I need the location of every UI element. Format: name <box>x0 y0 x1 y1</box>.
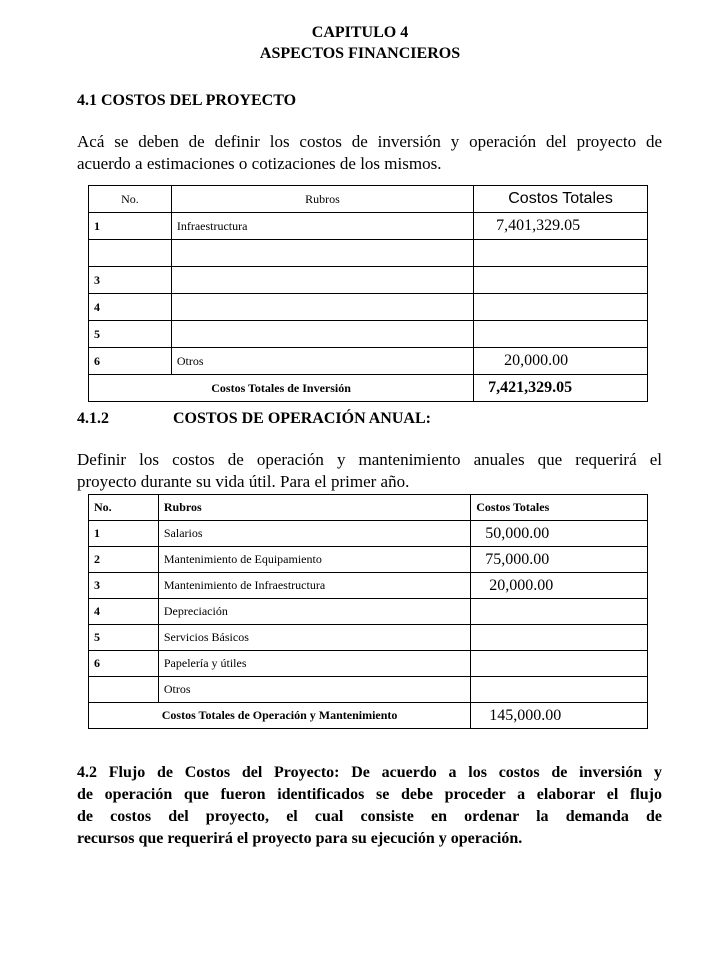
row-cost: 50,000.00 <box>471 521 648 547</box>
table-row <box>89 573 648 599</box>
row-item: Otros <box>171 348 473 375</box>
row-item: Mantenimiento de Equipamiento <box>158 547 470 573</box>
paragraph-line: Acá se deben de definir los costos de inversión y operación del proyecto de <box>77 132 662 151</box>
paragraph-line: recursos que requerirá el proyecto para su ejecución y operación. <box>77 830 523 847</box>
header-cell: No. <box>89 186 172 213</box>
row-cost <box>474 321 648 348</box>
total-label: Costos Totales de Operación y Mantenimiento <box>89 703 471 729</box>
row-cost <box>471 677 648 703</box>
row-number: 6 <box>89 651 159 677</box>
table-row <box>89 240 648 267</box>
row-cost <box>471 625 648 651</box>
section-number: 4.1.2 <box>77 410 109 427</box>
section-4-1-2-paragraph <box>77 449 662 493</box>
row-cost: 20,000.00 <box>471 573 648 599</box>
chapter-title: ASPECTOS FINANCIEROS <box>259 45 461 62</box>
table-row <box>89 677 648 703</box>
section-4-2-paragraph <box>77 762 662 850</box>
header-cell: Rubros <box>158 495 470 521</box>
investment-costs-table <box>88 185 648 402</box>
header-cell: No. <box>89 495 159 521</box>
row-cost <box>471 599 648 625</box>
row-number: 3 <box>89 267 172 294</box>
table-row <box>89 348 648 375</box>
row-number: 4 <box>89 294 172 321</box>
table-header-row <box>89 186 648 213</box>
row-cost <box>474 267 648 294</box>
table-row <box>89 625 648 651</box>
row-number: 5 <box>89 625 159 651</box>
table-row <box>89 521 648 547</box>
table-header-row <box>89 495 648 521</box>
row-item: Depreciación <box>158 599 470 625</box>
row-number: 6 <box>89 348 172 375</box>
table-total-row <box>89 375 648 402</box>
row-number: 3 <box>89 573 159 599</box>
table-total-row <box>89 703 648 729</box>
row-number: 5 <box>89 321 172 348</box>
row-item: Infraestructura <box>171 213 473 240</box>
total-value: 7,421,329.05 <box>474 375 648 402</box>
row-number: 1 <box>89 213 172 240</box>
paragraph-line: de costos del proyecto, el cual consiste en ordenar la demanda de <box>77 808 662 825</box>
table-row <box>89 547 648 573</box>
row-number <box>89 677 159 703</box>
row-number <box>89 240 172 267</box>
row-item: Servicios Básicos <box>158 625 470 651</box>
row-item: Mantenimiento de Infraestructura <box>158 573 470 599</box>
row-number: 2 <box>89 547 159 573</box>
row-item: Salarios <box>158 521 470 547</box>
paragraph-line: proyecto durante su vida útil. Para el primer año. <box>77 472 410 491</box>
row-cost: 75,000.00 <box>471 547 648 573</box>
operating-costs-table <box>88 494 648 729</box>
header-cell: Rubros <box>171 186 473 213</box>
row-item: Papelería y útiles <box>158 651 470 677</box>
row-item <box>171 240 473 267</box>
row-number: 4 <box>89 599 159 625</box>
table-row <box>89 267 648 294</box>
total-value: 145,000.00 <box>471 703 648 729</box>
row-item <box>171 267 473 294</box>
total-label: Costos Totales de Inversión <box>89 375 474 402</box>
header-cell: Costos Totales <box>471 495 648 521</box>
row-item <box>171 321 473 348</box>
header-cell: Costos Totales <box>474 186 648 213</box>
table-row <box>89 213 648 240</box>
table-row <box>89 651 648 677</box>
row-cost <box>474 294 648 321</box>
section-4-1-title: 4.1 COSTOS DEL PROYECTO <box>77 92 297 109</box>
table-row <box>89 294 648 321</box>
paragraph-line: de operación que fueron identificados se debe proceder a elaborar el flujo <box>77 786 662 803</box>
paragraph-line: 4.2 Flujo de Costos del Proyecto: De acuerdo a los costos de inversión y <box>77 764 662 781</box>
section-4-1-paragraph <box>77 131 662 175</box>
row-cost <box>474 240 648 267</box>
row-cost: 7,401,329.05 <box>474 213 648 240</box>
table-row <box>89 599 648 625</box>
paragraph-line: Definir los costos de operación y mantenimiento anuales que requerirá el <box>77 450 662 469</box>
chapter-number: CAPITULO 4 <box>311 24 409 41</box>
row-cost: 20,000.00 <box>474 348 648 375</box>
row-item: Otros <box>158 677 470 703</box>
row-cost <box>471 651 648 677</box>
row-number: 1 <box>89 521 159 547</box>
paragraph-line: acuerdo a estimaciones o cotizaciones de los mismos. <box>77 154 442 173</box>
section-4-1-2-title <box>77 410 431 428</box>
table-row <box>89 321 648 348</box>
row-item <box>171 294 473 321</box>
section-heading: COSTOS DE OPERACIÓN ANUAL: <box>173 410 431 427</box>
